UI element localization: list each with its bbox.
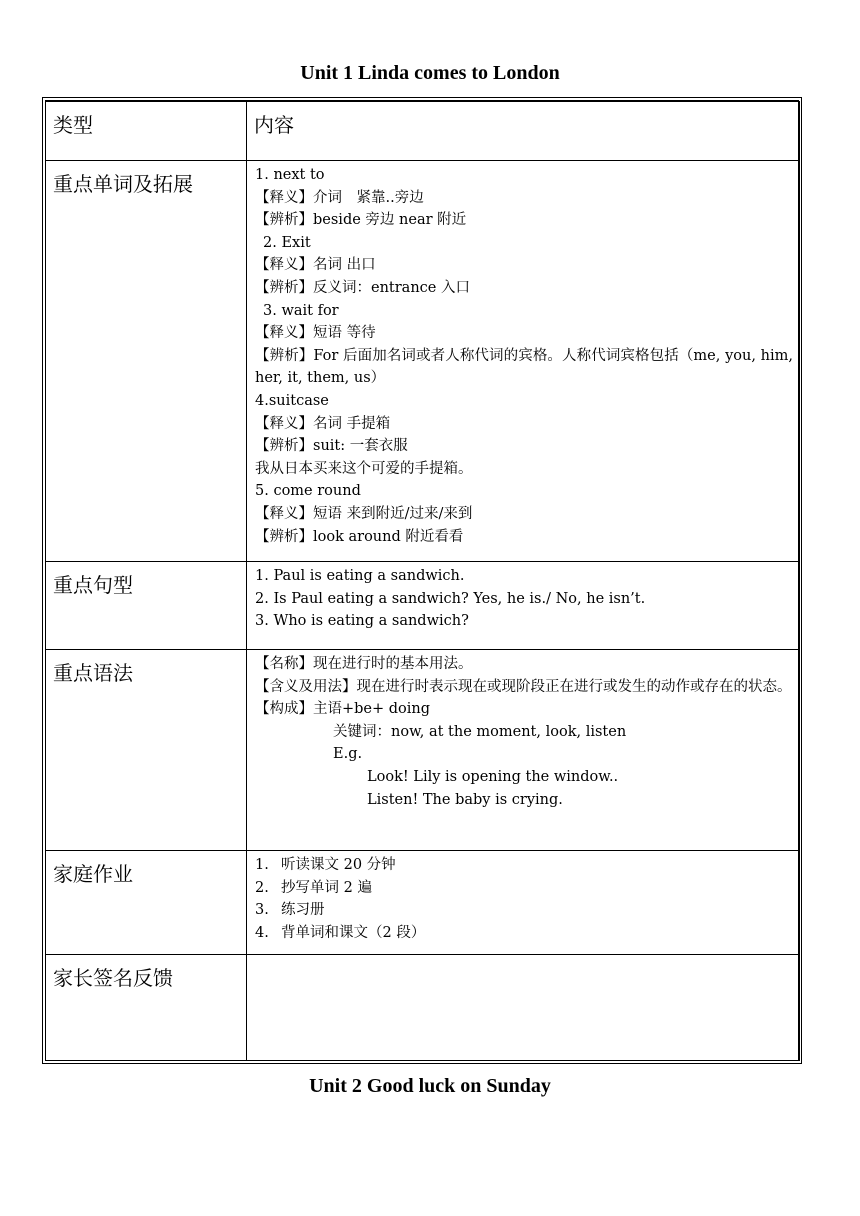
text-line: 【释义】介词 紧靠..旁边 — [255, 189, 424, 206]
parent-feedback-row — [46, 955, 800, 1061]
grammar-row — [46, 650, 800, 851]
text-line: 【释义】短语 等待 — [255, 325, 376, 342]
page-title: Unit 1 Linda comes to London — [300, 62, 560, 84]
text-line: 【辨析】反义词：entrance 入口 — [255, 279, 470, 296]
text-line: 【辨析】beside 旁边 near 附近 — [255, 212, 467, 229]
text-line: 关键词：now, at the moment, look, listen — [333, 723, 627, 740]
text-line: 【释义】名词 出口 — [255, 257, 376, 274]
vocab-content — [247, 161, 800, 562]
text-line: 3. wait for — [263, 302, 339, 319]
vocab-row — [46, 161, 800, 562]
text-line: 【名称】现在进行时的基本用法。 — [255, 656, 473, 672]
text-line: 2. Exit — [263, 234, 311, 251]
text-line: 【构成】主语+be+ doing — [255, 701, 431, 718]
text-line: 我从日本买来这个可爱的手提箱。 — [255, 460, 473, 477]
parent-feedback-content — [247, 955, 800, 1061]
list-item: 4. 背单词和课文（2 段） — [255, 924, 426, 941]
text-line: 【含义及用法】现在进行时表示现在或现阶段正在进行或发生的动作或存在的状态。 — [255, 678, 792, 695]
text-line: 2. Is Paul eating a sandwich? Yes, he is./ No, he isn’t. — [255, 590, 646, 607]
text-line: E.g. — [333, 746, 363, 763]
sentence-row — [46, 562, 800, 650]
text-line: 【释义】短语 来到附近/过来/来到 — [255, 505, 473, 522]
study-table — [45, 101, 800, 1061]
text-line: 5. come round — [255, 483, 361, 500]
header-row — [46, 102, 800, 161]
text-line: Listen! The baby is crying. — [367, 791, 563, 808]
header-content: 内容 — [247, 102, 800, 161]
text-line: 1. Paul is eating a sandwich. — [255, 568, 465, 584]
header-type: 类型 — [46, 102, 247, 161]
sentence-content — [247, 562, 800, 650]
text-line: 4.suitcase — [255, 392, 329, 409]
row-label-sentences: 重点句型 — [46, 562, 247, 650]
text-line: 【辨析】look around 附近看看 — [255, 528, 464, 545]
text-line: 【释义】名词 手提箱 — [255, 415, 391, 432]
next-unit-title: Unit 2 Good luck on Sunday — [309, 1075, 551, 1097]
row-label-grammar: 重点语法 — [46, 650, 247, 851]
text-line: 1. next to — [255, 167, 325, 183]
row-label-homework: 家庭作业 — [46, 851, 247, 955]
homework-content — [247, 851, 800, 955]
text-line: Look! Lily is opening the window.. — [367, 768, 619, 785]
row-label-vocab: 重点单词及拓展 — [46, 161, 247, 562]
list-item: 1. 听读课文 20 分钟 — [255, 857, 396, 873]
homework-row — [46, 851, 800, 955]
grammar-content — [247, 650, 800, 851]
row-label-parent-feedback: 家长签名反馈 — [46, 955, 247, 1061]
list-item: 3. 练习册 — [255, 902, 325, 919]
text-line: 3. Who is eating a sandwich? — [255, 613, 469, 630]
list-item: 2. 抄写单词 2 遍 — [255, 879, 372, 896]
text-line: 【辨析】For 后面加名词或者人称代词的宾格。人称代词宾格包括（me, you, him, her, it, them, us） — [255, 347, 793, 387]
text-line: 【辨析】suit: 一套衣服 — [255, 438, 408, 455]
